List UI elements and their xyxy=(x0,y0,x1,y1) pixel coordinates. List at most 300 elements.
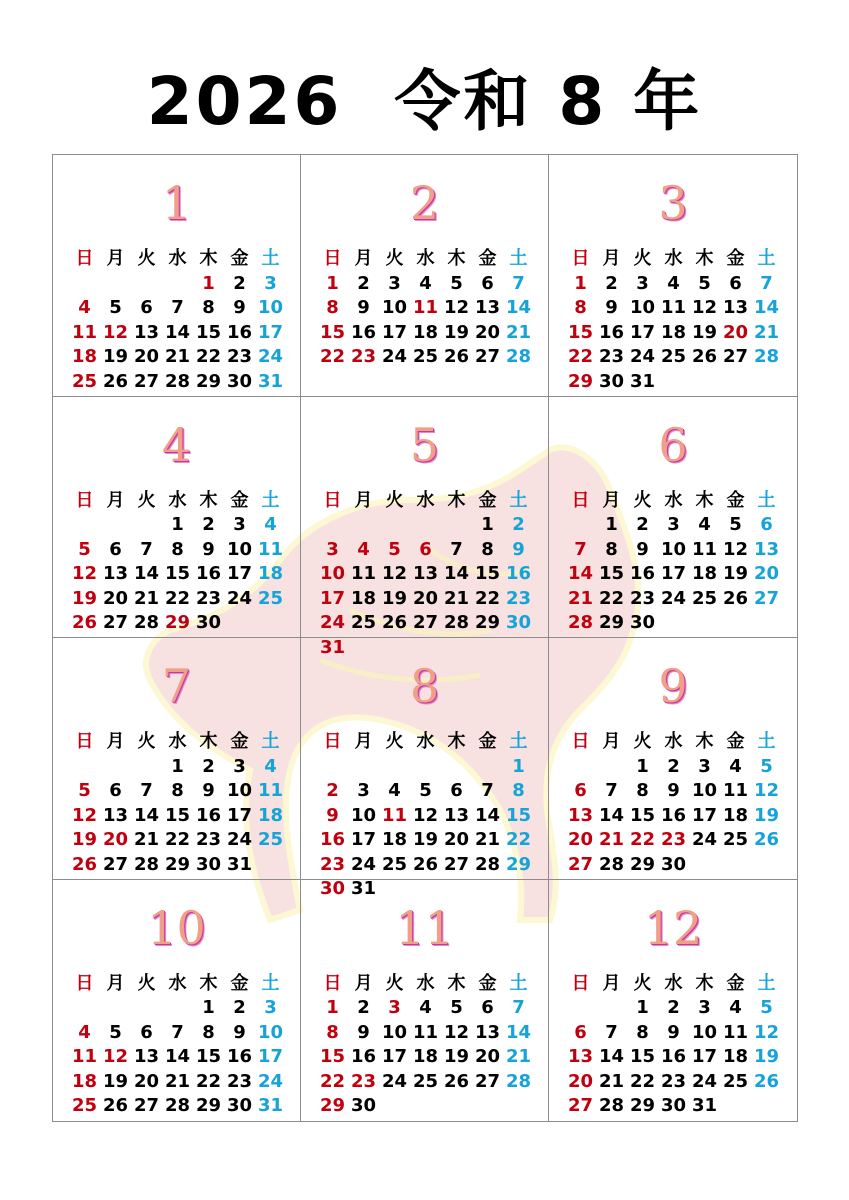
day-cell: 5 xyxy=(729,514,742,535)
day-cell: 10 xyxy=(226,538,253,560)
weekday-header: 金 xyxy=(230,972,249,994)
weekday-header: 日 xyxy=(571,248,590,269)
day-cell: 29 xyxy=(319,1095,346,1116)
day-cell: 7 xyxy=(512,272,525,294)
day-cell: 23 xyxy=(505,587,532,609)
day-cell: 3 xyxy=(264,272,277,294)
month-number: 8 xyxy=(409,659,440,713)
day-cell: 10 xyxy=(257,297,284,318)
day-cell: 9 xyxy=(202,780,215,801)
day-cell: 22 xyxy=(195,1070,222,1092)
weekday-header: 木 xyxy=(447,972,466,994)
weekday-header: 木 xyxy=(695,972,714,994)
day-cell: 2 xyxy=(605,272,618,294)
weekday-header: 水 xyxy=(416,489,435,511)
weekday-header: 土 xyxy=(509,972,528,994)
day-cell: 23 xyxy=(226,346,253,367)
day-cell: 3 xyxy=(388,997,401,1018)
day-cell: 19 xyxy=(443,321,470,343)
day-cell: 1 xyxy=(326,272,339,294)
day-cell: 17 xyxy=(257,321,284,343)
day-cell: 21 xyxy=(164,1070,191,1092)
weekday-header: 水 xyxy=(664,489,683,511)
month-number: 5 xyxy=(409,417,440,472)
day-cell: 28 xyxy=(753,346,780,367)
day-cell: 20 xyxy=(567,829,594,850)
day-cell: 21 xyxy=(598,829,625,850)
weekday-header: 土 xyxy=(757,489,776,511)
day-cell: 24 xyxy=(226,829,253,850)
day-cell: 27 xyxy=(133,370,160,392)
weekday-header: 日 xyxy=(323,489,342,511)
day-cell: 10 xyxy=(691,1021,718,1043)
month-block xyxy=(549,397,797,639)
day-cell: 24 xyxy=(257,346,284,367)
weekday-header: 水 xyxy=(168,248,187,269)
day-cell: 6 xyxy=(729,272,742,294)
day-cell: 18 xyxy=(71,346,98,367)
day-cell: 28 xyxy=(164,370,191,392)
day-cell: 15 xyxy=(164,563,191,584)
day-cell: 30 xyxy=(350,1095,377,1116)
day-cell: 17 xyxy=(350,829,377,850)
day-cell: 10 xyxy=(350,804,377,826)
day-cell: 21 xyxy=(443,587,470,609)
day-cell: 30 xyxy=(319,878,346,899)
day-cell: 7 xyxy=(574,538,587,560)
day-cell: 17 xyxy=(691,1046,718,1067)
day-cell: 20 xyxy=(753,563,780,584)
day-cell: 18 xyxy=(71,1070,98,1092)
month-block xyxy=(301,155,549,397)
day-cell: 23 xyxy=(350,346,377,367)
day-cell: 20 xyxy=(722,321,749,343)
day-cell: 2 xyxy=(357,997,370,1018)
day-cell: 22 xyxy=(195,346,222,367)
day-cell: 3 xyxy=(698,997,711,1018)
day-cell: 16 xyxy=(195,563,222,584)
day-cell: 13 xyxy=(133,321,160,343)
day-cell: 31 xyxy=(226,853,253,875)
day-cell: 26 xyxy=(443,1070,470,1092)
day-cell: 27 xyxy=(102,853,129,875)
weekday-header: 木 xyxy=(695,731,714,752)
empty-day-cell xyxy=(100,996,131,1021)
day-cell: 3 xyxy=(667,514,680,535)
day-cell: 4 xyxy=(357,538,370,560)
day-cell: 14 xyxy=(598,804,625,826)
day-cell: 21 xyxy=(598,1070,625,1092)
day-cell: 29 xyxy=(567,370,594,392)
day-cell: 26 xyxy=(71,612,98,633)
weekday-header: 日 xyxy=(571,972,590,994)
day-cell: 11 xyxy=(412,297,439,318)
day-cell: 14 xyxy=(567,563,594,584)
weekday-header: 金 xyxy=(478,248,497,269)
day-cell: 4 xyxy=(698,514,711,535)
weekday-header: 金 xyxy=(230,248,249,269)
day-cell: 1 xyxy=(171,514,184,535)
weekday-header: 月 xyxy=(602,972,621,994)
day-cell: 28 xyxy=(505,346,532,367)
day-cell: 26 xyxy=(691,346,718,367)
day-cell: 29 xyxy=(629,1095,656,1116)
weekday-header: 日 xyxy=(75,972,94,994)
day-cell: 28 xyxy=(133,612,160,633)
day-cell: 5 xyxy=(109,297,122,318)
day-cell: 1 xyxy=(171,755,184,777)
empty-day-cell xyxy=(162,272,193,297)
day-cell: 1 xyxy=(202,272,215,294)
day-cell: 26 xyxy=(102,1095,129,1116)
day-grid xyxy=(317,489,535,661)
day-cell: 17 xyxy=(257,1046,284,1067)
weekday-header: 土 xyxy=(509,731,528,752)
month-block xyxy=(53,155,301,397)
day-cell: 6 xyxy=(109,538,122,560)
weekday-header: 日 xyxy=(323,972,342,994)
weekday-header: 土 xyxy=(757,248,776,269)
day-cell: 4 xyxy=(729,997,742,1018)
day-cell: 23 xyxy=(660,1070,687,1092)
month-number: 10 xyxy=(147,900,206,955)
day-cell: 27 xyxy=(474,1070,501,1092)
day-cell: 19 xyxy=(443,1046,470,1067)
day-cell: 24 xyxy=(691,829,718,850)
empty-day-cell xyxy=(131,755,162,780)
weekday-header: 土 xyxy=(509,489,528,511)
day-cell: 22 xyxy=(629,829,656,850)
empty-day-cell xyxy=(379,513,410,538)
day-cell: 23 xyxy=(350,1070,377,1092)
day-cell: 26 xyxy=(753,829,780,850)
day-cell: 2 xyxy=(512,514,525,535)
day-cell: 2 xyxy=(233,272,246,294)
day-cell: 20 xyxy=(133,1070,160,1092)
day-cell: 20 xyxy=(102,587,129,609)
day-cell: 11 xyxy=(381,804,408,826)
day-cell: 5 xyxy=(109,1021,122,1043)
day-cell: 25 xyxy=(722,829,749,850)
day-cell: 3 xyxy=(233,755,246,777)
day-cell: 15 xyxy=(474,563,501,584)
month-number: 9 xyxy=(658,659,688,713)
day-grid xyxy=(317,972,535,1119)
day-cell: 6 xyxy=(140,1021,153,1043)
empty-day-cell xyxy=(441,513,472,538)
day-cell: 12 xyxy=(753,780,780,801)
weekday-header: 水 xyxy=(416,731,435,752)
day-cell: 14 xyxy=(505,297,532,318)
day-cell: 29 xyxy=(195,1095,222,1116)
day-cell: 30 xyxy=(195,612,222,633)
day-cell: 19 xyxy=(753,804,780,826)
day-cell: 30 xyxy=(505,612,532,633)
day-cell: 4 xyxy=(419,272,432,294)
day-cell: 8 xyxy=(171,780,184,801)
day-cell: 2 xyxy=(667,997,680,1018)
day-cell: 5 xyxy=(388,538,401,560)
day-cell: 31 xyxy=(257,370,284,392)
weekday-header: 木 xyxy=(199,731,218,752)
weekday-header: 火 xyxy=(137,248,156,269)
month-block xyxy=(301,638,549,899)
empty-day-cell xyxy=(69,513,100,538)
day-cell: 24 xyxy=(381,1070,408,1092)
day-cell: 28 xyxy=(567,612,594,633)
day-cell: 20 xyxy=(474,321,501,343)
day-cell: 9 xyxy=(667,780,680,801)
weekday-header: 土 xyxy=(261,489,280,511)
day-cell: 30 xyxy=(660,853,687,875)
day-cell: 9 xyxy=(357,297,370,318)
day-cell: 25 xyxy=(71,370,98,392)
day-cell: 23 xyxy=(660,829,687,850)
day-cell: 8 xyxy=(481,538,494,560)
day-cell: 9 xyxy=(233,1021,246,1043)
day-cell: 8 xyxy=(605,538,618,560)
weekday-header: 日 xyxy=(571,489,590,511)
day-cell: 28 xyxy=(598,1095,625,1116)
day-cell: 25 xyxy=(412,1070,439,1092)
day-cell: 2 xyxy=(326,780,339,801)
day-cell: 28 xyxy=(474,853,501,875)
day-cell: 10 xyxy=(226,780,253,801)
day-grid xyxy=(565,972,783,1119)
day-cell: 24 xyxy=(629,346,656,367)
day-cell: 16 xyxy=(226,1046,253,1067)
weekday-header: 火 xyxy=(633,972,652,994)
day-cell: 15 xyxy=(319,1046,346,1067)
month-block xyxy=(53,880,301,1122)
day-cell: 29 xyxy=(164,853,191,875)
weekday-header: 月 xyxy=(354,489,373,511)
day-cell: 10 xyxy=(319,563,346,584)
empty-day-cell xyxy=(348,755,379,780)
day-cell: 17 xyxy=(660,563,687,584)
day-cell: 6 xyxy=(481,272,494,294)
day-cell: 26 xyxy=(381,612,408,633)
day-cell: 24 xyxy=(691,1070,718,1092)
day-cell: 18 xyxy=(722,804,749,826)
day-cell: 28 xyxy=(598,853,625,875)
day-cell: 19 xyxy=(102,1070,129,1092)
day-cell: 31 xyxy=(629,370,656,392)
day-cell: 12 xyxy=(102,321,129,343)
day-cell: 5 xyxy=(760,997,773,1018)
day-cell: 16 xyxy=(629,563,656,584)
day-cell: 14 xyxy=(443,563,470,584)
day-cell: 3 xyxy=(698,755,711,777)
day-cell: 14 xyxy=(598,1046,625,1067)
weekday-header: 土 xyxy=(261,731,280,752)
weekday-header: 木 xyxy=(695,248,714,269)
day-cell: 4 xyxy=(388,780,401,801)
day-cell: 1 xyxy=(574,272,587,294)
weekday-header: 日 xyxy=(571,731,590,752)
day-cell: 14 xyxy=(133,563,160,584)
day-cell: 9 xyxy=(605,297,618,318)
day-cell: 9 xyxy=(636,538,649,560)
day-cell: 29 xyxy=(505,853,532,875)
day-cell: 17 xyxy=(381,321,408,343)
empty-day-cell xyxy=(596,755,627,780)
day-cell: 12 xyxy=(753,1021,780,1043)
day-cell: 25 xyxy=(71,1095,98,1116)
day-cell: 11 xyxy=(722,780,749,801)
day-cell: 9 xyxy=(357,1021,370,1043)
day-cell: 16 xyxy=(226,321,253,343)
day-grid xyxy=(317,247,535,370)
day-cell: 13 xyxy=(133,1046,160,1067)
day-cell: 16 xyxy=(350,321,377,343)
day-cell: 18 xyxy=(691,563,718,584)
day-cell: 26 xyxy=(71,853,98,875)
weekday-header: 木 xyxy=(447,731,466,752)
month-number: 4 xyxy=(161,417,192,472)
day-cell: 10 xyxy=(629,297,656,318)
weekday-header: 火 xyxy=(633,248,652,269)
day-cell: 14 xyxy=(474,804,501,826)
day-cell: 13 xyxy=(753,538,780,560)
weekday-header: 金 xyxy=(726,248,745,269)
weekday-header: 土 xyxy=(757,731,776,752)
day-cell: 6 xyxy=(574,1021,587,1043)
day-cell: 7 xyxy=(481,780,494,801)
day-cell: 1 xyxy=(481,514,494,535)
day-cell: 21 xyxy=(567,587,594,609)
day-cell: 18 xyxy=(350,587,377,609)
day-cell: 20 xyxy=(412,587,439,609)
empty-day-cell xyxy=(410,755,441,780)
month-block xyxy=(549,638,797,880)
day-cell: 16 xyxy=(195,804,222,826)
day-cell: 11 xyxy=(691,538,718,560)
day-cell: 9 xyxy=(667,1021,680,1043)
day-cell: 17 xyxy=(691,804,718,826)
day-cell: 18 xyxy=(412,321,439,343)
day-cell: 12 xyxy=(443,1021,470,1043)
day-grid xyxy=(69,247,287,394)
weekday-header: 火 xyxy=(385,972,404,994)
empty-day-cell xyxy=(565,996,596,1021)
day-cell: 13 xyxy=(412,563,439,584)
day-cell: 23 xyxy=(226,1070,253,1092)
day-cell: 28 xyxy=(443,612,470,633)
weekday-header: 木 xyxy=(199,972,218,994)
day-cell: 3 xyxy=(388,272,401,294)
day-cell: 26 xyxy=(102,370,129,392)
day-cell: 6 xyxy=(481,997,494,1018)
weekday-header: 水 xyxy=(168,489,187,511)
month-block xyxy=(53,638,301,880)
month-block xyxy=(53,397,301,639)
empty-day-cell xyxy=(131,996,162,1021)
day-cell: 6 xyxy=(450,780,463,801)
day-cell: 28 xyxy=(133,853,160,875)
weekday-header: 火 xyxy=(633,731,652,752)
month-number: 12 xyxy=(643,900,703,955)
empty-day-cell xyxy=(69,755,100,780)
day-cell: 29 xyxy=(164,612,191,633)
month-number: 11 xyxy=(395,900,454,955)
day-cell: 5 xyxy=(450,272,463,294)
empty-day-cell xyxy=(348,513,379,538)
day-cell: 23 xyxy=(598,346,625,367)
day-grid xyxy=(565,489,783,636)
day-cell: 12 xyxy=(381,563,408,584)
day-cell: 8 xyxy=(202,1021,215,1043)
day-cell: 2 xyxy=(357,272,370,294)
weekday-header: 火 xyxy=(137,731,156,752)
day-cell: 5 xyxy=(78,780,91,801)
day-cell: 25 xyxy=(722,1070,749,1092)
day-cell: 6 xyxy=(574,780,587,801)
day-cell: 4 xyxy=(729,755,742,777)
day-grid xyxy=(69,972,287,1119)
day-cell: 15 xyxy=(629,804,656,826)
day-cell: 29 xyxy=(195,370,222,392)
day-cell: 6 xyxy=(419,538,432,560)
empty-day-cell xyxy=(472,755,503,780)
empty-day-cell xyxy=(379,755,410,780)
day-cell: 9 xyxy=(512,538,525,560)
weekday-header: 月 xyxy=(106,972,125,994)
weekday-header: 木 xyxy=(695,489,714,511)
weekday-header: 水 xyxy=(664,972,683,994)
day-cell: 27 xyxy=(133,1095,160,1116)
day-cell: 16 xyxy=(319,829,346,850)
day-cell: 16 xyxy=(660,804,687,826)
weekday-header: 火 xyxy=(633,489,652,511)
day-cell: 1 xyxy=(636,997,649,1018)
empty-day-cell xyxy=(441,755,472,780)
weekday-header: 月 xyxy=(354,972,373,994)
day-cell: 8 xyxy=(574,297,587,318)
day-cell: 22 xyxy=(319,1070,346,1092)
day-cell: 3 xyxy=(264,997,277,1018)
day-cell: 30 xyxy=(195,853,222,875)
day-cell: 22 xyxy=(164,587,191,609)
weekday-header: 木 xyxy=(447,248,466,269)
day-cell: 3 xyxy=(233,514,246,535)
day-cell: 15 xyxy=(195,321,222,343)
day-cell: 13 xyxy=(474,1021,501,1043)
calendar-grid xyxy=(52,154,798,1122)
day-cell: 16 xyxy=(660,1046,687,1067)
weekday-header: 月 xyxy=(602,489,621,511)
day-grid xyxy=(565,247,783,394)
day-cell: 8 xyxy=(202,297,215,318)
empty-day-cell xyxy=(565,513,596,538)
month-block xyxy=(301,397,549,658)
day-cell: 23 xyxy=(195,587,222,609)
weekday-header: 月 xyxy=(354,731,373,752)
day-cell: 29 xyxy=(629,853,656,875)
weekday-header: 金 xyxy=(478,731,497,752)
day-cell: 15 xyxy=(629,1046,656,1067)
day-cell: 31 xyxy=(350,878,377,899)
empty-day-cell xyxy=(131,513,162,538)
day-cell: 25 xyxy=(257,829,284,850)
weekday-header: 水 xyxy=(664,248,683,269)
day-cell: 23 xyxy=(319,853,346,875)
day-cell: 26 xyxy=(753,1070,780,1092)
day-cell: 1 xyxy=(605,514,618,535)
weekday-header: 金 xyxy=(230,731,249,752)
empty-day-cell xyxy=(596,996,627,1021)
day-cell: 24 xyxy=(660,587,687,609)
